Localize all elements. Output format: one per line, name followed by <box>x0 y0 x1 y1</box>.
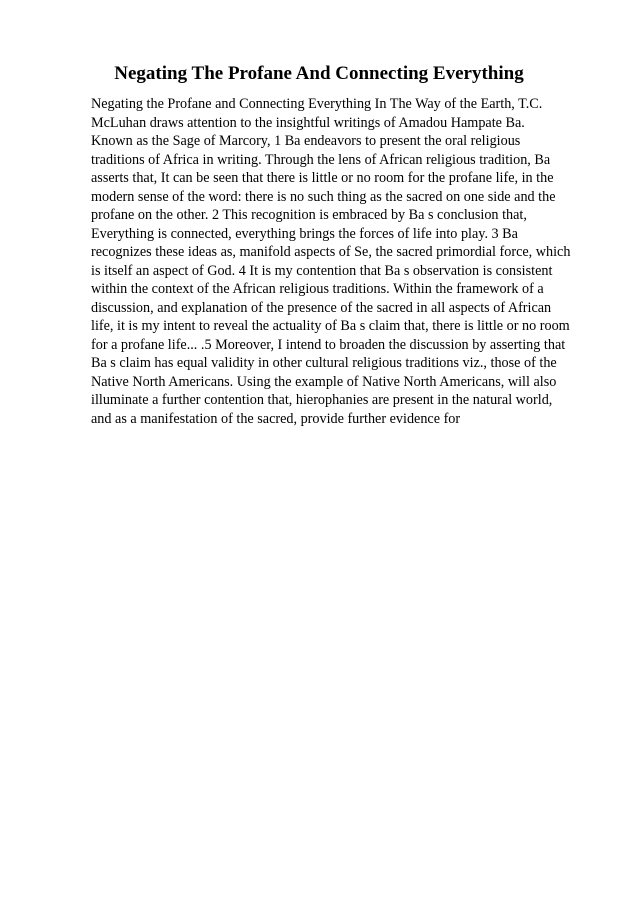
body-line: asserts that, It can be seen that there is little or no room for the profane life, in the <box>91 170 554 186</box>
body-line: Ba s claim has equal validity in other cultural religious traditions viz., those of the <box>91 355 557 371</box>
body-line: is itself an aspect of God. 4 It is my contention that Ba s observation is consistent <box>91 262 553 279</box>
body-line: within the context of the African religious traditions. Within the framework of a <box>91 281 544 297</box>
body-line: Negating the Profane and Connecting Everything In The Way of the Earth, T.C. <box>91 96 543 112</box>
body-line: life, it is my intent to reveal the actuality of Ba s claim that, there is little or no room <box>91 318 570 334</box>
body-line: illuminate a further contention that, hierophanies are present in the natural world, <box>91 392 553 408</box>
body-line: Native North Americans. Using the example of Native North Americans, will also <box>91 373 557 390</box>
document-title: Negating The Profane And Connecting Everything <box>114 63 524 84</box>
body-line: recognizes these ideas as, manifold aspects of Se, the sacred primordial force, which <box>91 244 571 260</box>
body-line: discussion, and explanation of the presence of the sacred in all aspects of African <box>91 299 552 316</box>
body-line: profane on the other. 2 This recognition is embraced by Ba s conclusion that, <box>91 207 527 223</box>
document-body <box>91 95 571 428</box>
body-line: Everything is connected, everything brings the forces of life into play. 3 Ba <box>91 225 518 242</box>
body-line: McLuhan draws attention to the insightful writings of Amadou Hampate Ba. <box>91 114 525 131</box>
body-line: for a profane life... .5 Moreover, I intend to broaden the discussion by asserting that <box>91 336 566 353</box>
body-line: Known as the Sage of Marcory, 1 Ba endeavors to present the oral religious <box>91 133 521 149</box>
body-line: traditions of Africa in writing. Through the lens of African religious tradition, Ba <box>91 151 551 168</box>
body-line: modern sense of the word: there is no such thing as the sacred on one side and the <box>91 188 556 205</box>
body-line: and as a manifestation of the sacred, provide further evidence for <box>91 410 461 427</box>
